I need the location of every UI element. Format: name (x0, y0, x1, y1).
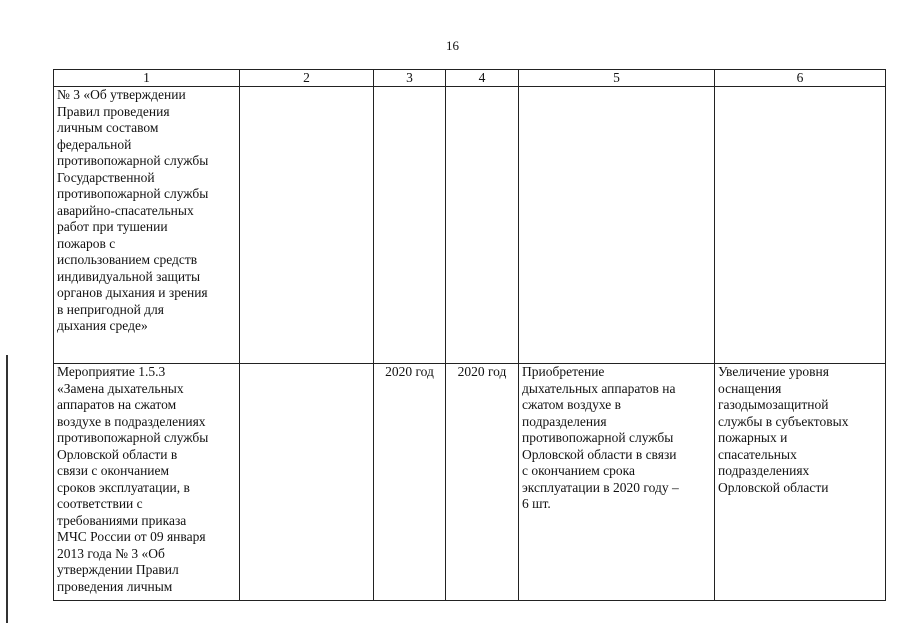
table-cell (519, 87, 715, 364)
margin-line (6, 355, 8, 623)
cell-text-effect: Увеличение уровня оснащения газодымозащитной службы в субъектовых пожарных и спасательных подразделениях Орловской области (718, 364, 849, 495)
table-cell (446, 87, 519, 364)
column-header-3: 3 (374, 70, 446, 87)
table-header-row (54, 70, 886, 87)
cell-text-name: Мероприятие 1.5.3 «Замена дыхательных аппаратов на сжатом воздухе в подразделениях противопожарной службы Орловской области в связи с окончанием сроков эксплуатации, в соответствии с требованиями приказа МЧС России от 09 января 2013 года № 3 «Об утверждении Правил проведения личным (57, 364, 209, 594)
table-cell (446, 364, 519, 601)
cell-text-start: 2020 год (385, 364, 434, 379)
cell-text-name: № 3 «Об утверждении Правил проведения личным составом федеральной противопожарной службы Государственной противопожарной службы аварийно-спасательных работ при тушении пожаров с использованием средств индивидуальной защиты органов дыхания и зрения в непригодной для дыхания среде» (57, 87, 209, 333)
column-header-1: 1 (54, 70, 240, 87)
table-cell (374, 364, 446, 601)
table-cell (715, 87, 886, 364)
table-row (54, 364, 886, 601)
column-header-2: 2 (240, 70, 374, 87)
column-header-6: 6 (715, 70, 886, 87)
document-table (53, 69, 886, 601)
table-cell (240, 87, 374, 364)
table-cell (54, 87, 240, 364)
table-cell (519, 364, 715, 601)
table-cell (54, 364, 240, 601)
table-cell (374, 87, 446, 364)
table-row (54, 87, 886, 364)
column-header-4: 4 (446, 70, 519, 87)
table-cell (715, 364, 886, 601)
column-header-5: 5 (519, 70, 715, 87)
page-number: 16 (446, 38, 459, 53)
cell-text-result: Приобретение дыхательных аппаратов на сжатом воздухе в подразделения противопожарной службы Орловской области в связи с окончанием срока эксплуатации в 2020 году – 6 шт. (522, 364, 679, 511)
table-cell (240, 364, 374, 601)
cell-text-end: 2020 год (457, 364, 507, 379)
